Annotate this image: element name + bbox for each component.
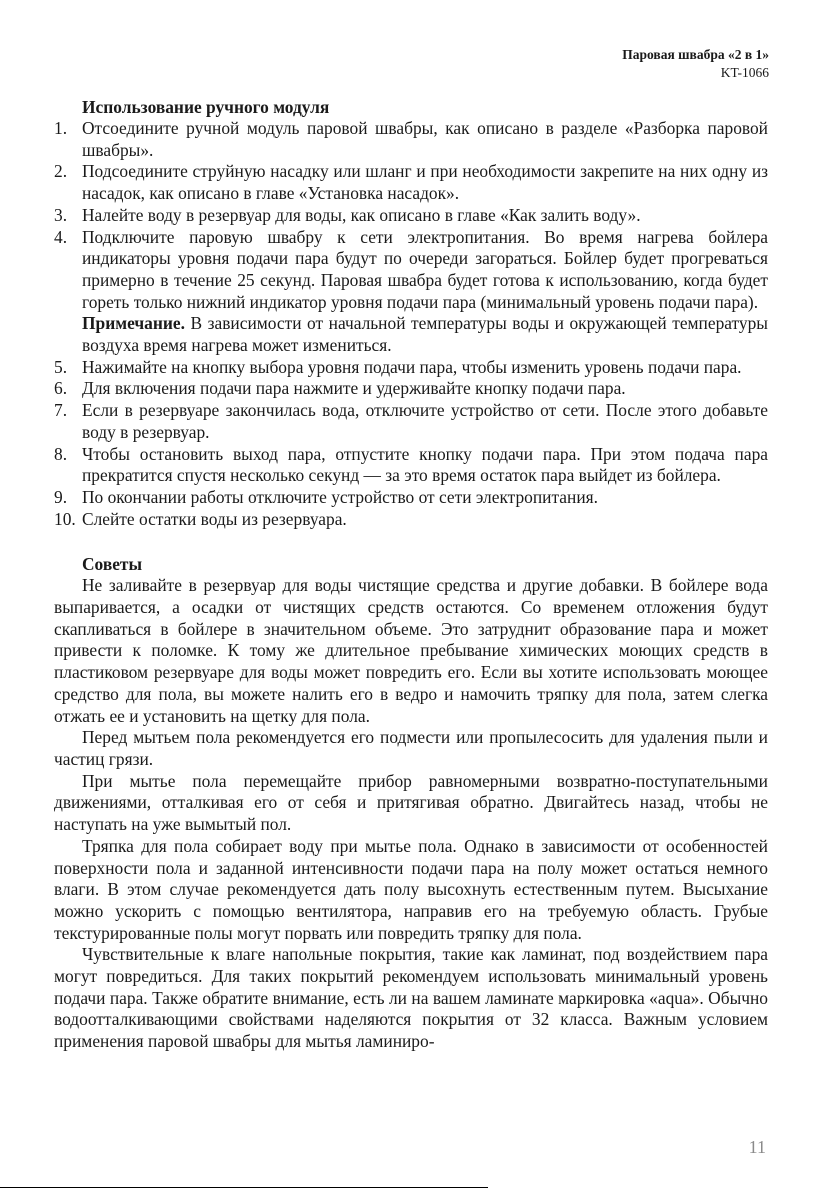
- step-number: 3.: [54, 204, 68, 225]
- tips-paragraph: Не заливайте в резервуар для воды чистящие средства и другие добавки. В бойлере вода выпаривается, а осадки от чистящих средств остаются. Со временем отложения будут скапливаться в бойлере в значительном объеме. Это затруднит образование пара и может привести к поломке. К тому же длительное пребывание химических моющих средств в пластиковом резервуаре для воды может повредить его. Если вы хотите использовать моющее средство для пола, вы можете налить его в ведро и намочить тряпку для пола, затем слегка отжать ее и установить на щетку для пола.: [54, 575, 768, 726]
- step-text: Слейте остатки воды из резервуара.: [82, 508, 347, 529]
- step-number: 1.: [54, 118, 68, 138]
- step-text: Нажимайте на кнопку выбора уровня подачи пара, чтобы изменить уровень подачи пара.: [82, 356, 742, 377]
- section-heading-tips: Советы: [82, 554, 143, 575]
- bottom-divider: [0, 1187, 488, 1188]
- tips-paragraph: Перед мытьем пола рекомендуется его подмести или пропылесосить для удаления пыли и частиц грязи.: [54, 727, 768, 769]
- step-number: 6.: [54, 378, 68, 399]
- header-product-title: Паровая швабра «2 в 1»: [622, 47, 769, 62]
- step-text: Чтобы остановить выход пара, отпустите кнопку подачи пара. При этом подача пара прекратится спустя несколько секунд — за это время остаток пара выйдет из бойлера.: [82, 443, 768, 486]
- step-number: 5.: [54, 356, 68, 377]
- step-number: 8.: [54, 443, 68, 464]
- document-body: [54, 96, 768, 1053]
- header-model-number: KT-1066: [720, 65, 769, 80]
- tips-paragraph: Тряпка для пола собирает воду при мытье пола. Однако в зависимости от особенностей поверхности пола и заданной интенсивности подачи пара на полу может остаться немного влаги. В этом случае рекомендуется дать полу высохнуть естественным путем. Высыхание можно ускорить с помощью вентилятора, направив его на требуемую область. Грубые текстурированные полы могут порвать или повредить тряпку для пола.: [54, 835, 768, 943]
- step-number: 2.: [54, 161, 68, 182]
- step-number: 4.: [54, 226, 68, 247]
- tips-section: [54, 553, 768, 1052]
- step-text: Отсоедините ручной модуль паровой швабры, как описано в разделе «Разборка паровой швабры».: [82, 118, 768, 160]
- list-item: [54, 378, 768, 400]
- list-item: [54, 227, 768, 314]
- list-item: [54, 487, 768, 509]
- steps-list-continued: [54, 357, 768, 531]
- step-number: 10.: [54, 508, 76, 529]
- running-header: [622, 46, 769, 82]
- step-text: Для включения подачи пара нажмите и удерживайте кнопку подачи пара.: [82, 378, 626, 399]
- steps-list: [54, 118, 768, 313]
- note-text: В зависимости от начальной температуры воды и окружающей температуры воздуха время нагрева может измениться.: [82, 313, 768, 356]
- step-text: Подсоедините струйную насадку или шланг и при необходимости закрепите на них одну из насадок, как описано в главе «Установка насадок».: [82, 161, 768, 204]
- list-item: [54, 400, 768, 443]
- list-item: [54, 205, 768, 227]
- page-number: 11: [748, 1137, 766, 1157]
- step-number: 7.: [54, 400, 68, 421]
- list-item: [54, 118, 768, 161]
- list-item: [54, 161, 768, 204]
- step-text: По окончании работы отключите устройство от сети электропитания.: [82, 486, 598, 507]
- step-text: Если в резервуаре закончилась вода, отключите устройство от сети. После этого добавьте воду в резервуар.: [82, 400, 768, 442]
- list-item: [54, 444, 768, 487]
- list-item: [54, 357, 768, 379]
- step-number: 9.: [54, 486, 68, 507]
- tips-paragraph: При мытье пола перемещайте прибор равномерными возвратно-поступательными движениями, отталкивая его от себя и притягивая обратно. Двигайтесь назад, чтобы не наступать на уже вымытый пол.: [54, 770, 768, 835]
- section-heading-manual-module: Использование ручного модуля: [82, 97, 330, 117]
- tips-paragraph: Чувствительные к влаге напольные покрытия, такие как ламинат, под воздействием пара могут повредиться. Для таких покрытий рекомендуем использовать минимальный уровень подачи пара. Также обратите внимание, есть ли на вашем ламинате маркировка «aqua». Обычно водоотталкивающими свойствами наделяются покрытия от 32 класса. Важным условием применения паровой швабры для мытья ламиниро-: [54, 944, 768, 1052]
- step-text: Налейте воду в резервуар для воды, как описано в главе «Как залить воду».: [82, 204, 641, 225]
- list-item: [54, 509, 768, 531]
- note-paragraph: [54, 313, 768, 356]
- step-text: Подключите паровую швабру к сети электропитания. Во время нагрева бойлера индикаторы уровня подачи пара будут по очереди загораться. Бойлер будет прогреваться примерно в течение 25 секунд. Паровая швабра будет готова к использованию, когда будет гореть только нижний индикатор уровня подачи пара (минимальный уровень подачи пара).: [82, 226, 768, 312]
- note-label: Примечание.: [82, 313, 185, 334]
